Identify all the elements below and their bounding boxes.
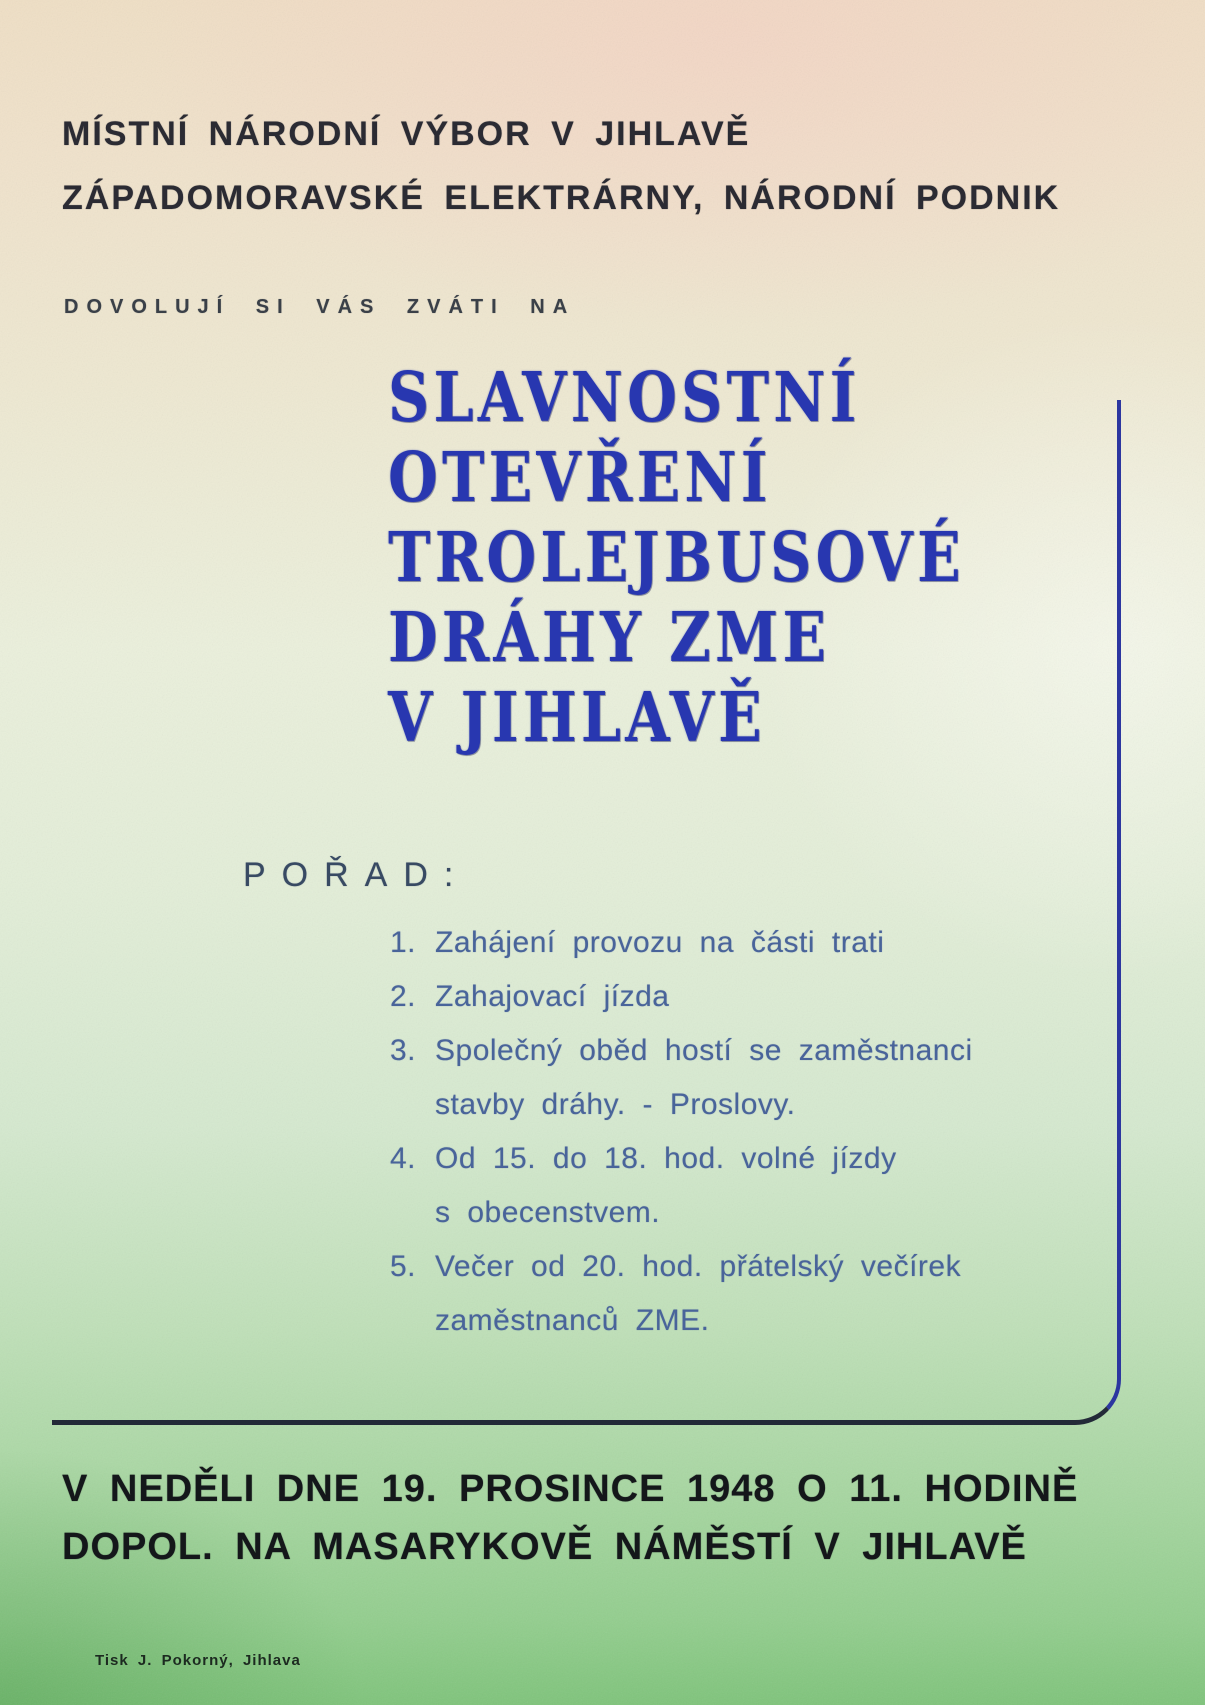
- program-item: [390, 1240, 1030, 1348]
- program-item-text: Večer od 20. hod. přátelský večírek: [435, 1250, 962, 1283]
- program-item-number: 4.: [390, 1142, 417, 1175]
- program-item-number: 3.: [390, 1034, 417, 1067]
- title-line-1: SLAVNOSTNÍ: [388, 358, 861, 438]
- event-date-line: V NEDĚLI DNE 19. PROSINCE 1948 O 11. HODINĚ: [62, 1468, 1079, 1510]
- program-item: [390, 970, 1030, 1024]
- header-org-line-1: MÍSTNÍ NÁRODNÍ VÝBOR V JIHLAVĚ: [62, 115, 751, 153]
- program-item-text: Od 15. do 18. hod. volné jízdy: [435, 1142, 897, 1175]
- program-item-number: 1.: [390, 926, 417, 959]
- program-item-text: Společný oběd hostí se zaměstnanci: [435, 1034, 973, 1067]
- program-item: [390, 916, 1030, 970]
- title-line-5: V JIHLAVĚ: [388, 678, 766, 758]
- program-item-number: 2.: [390, 980, 417, 1013]
- title-line-2: OTEVŘENÍ: [388, 438, 772, 518]
- printer-imprint: Tisk J. Pokorný, Jihlava: [95, 1652, 301, 1669]
- header-organisations: [62, 102, 1060, 230]
- event-title: [388, 358, 965, 758]
- program-item: [390, 1024, 1030, 1132]
- program-item-text-wrap: s obecenstvem.: [435, 1196, 661, 1229]
- program-item-text: Zahajovací jízda: [435, 980, 670, 1013]
- program-heading: POŘAD:: [243, 856, 470, 894]
- event-place-line: DOPOL. NA MASARYKOVĚ NÁMĚSTÍ V JIHLAVĚ: [62, 1526, 1027, 1568]
- title-line-4: DRÁHY ZME: [388, 598, 831, 678]
- header-org-line-2: ZÁPADOMORAVSKÉ ELEKTRÁRNY, NÁRODNÍ PODNIK: [62, 179, 1061, 217]
- program-item-text: Zahájení provozu na části trati: [435, 926, 885, 959]
- program-item-number: 5.: [390, 1250, 417, 1283]
- program-item-text-wrap: stavby dráhy. - Proslovy.: [435, 1088, 796, 1121]
- event-datetime-block: [62, 1460, 1078, 1576]
- program-item: [390, 1132, 1030, 1240]
- program-list: [390, 916, 1030, 1348]
- invitation-line: DOVOLUJÍ SI VÁS ZVÁTI NA: [64, 296, 576, 318]
- title-line-3: TROLEJBUSOVÉ: [388, 518, 965, 598]
- program-item-text-wrap: zaměstnanců ZME.: [435, 1304, 710, 1337]
